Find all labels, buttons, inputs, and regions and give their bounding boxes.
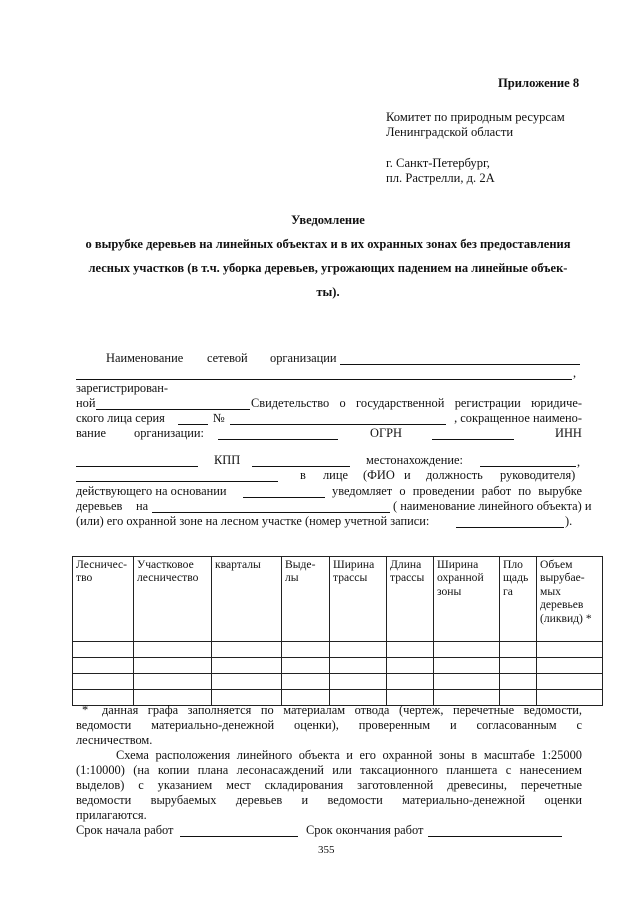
recipient-line-2: Ленинградской области	[386, 125, 514, 139]
label-person-e: должность	[426, 468, 483, 482]
footnote-asterisk: *	[82, 703, 89, 717]
table-cell[interactable]	[73, 674, 134, 690]
table-cell[interactable]	[282, 658, 330, 674]
label-short-a: вание	[76, 426, 106, 440]
label-location: местонахождение:	[366, 453, 463, 467]
table-row	[73, 658, 603, 674]
table-cell[interactable]	[212, 642, 282, 658]
felling-table	[72, 556, 603, 706]
label-set: сетевой	[207, 351, 248, 365]
col-header-volume: Объем вырубае-мых деревьев (ликвид) *	[537, 557, 603, 642]
ogrn-field[interactable]	[432, 439, 514, 440]
table-cell[interactable]	[537, 642, 603, 658]
scheme-line-4: ведомости вырубаемых деревьев и ведомости материально-денежной оценки	[76, 793, 582, 807]
title-line-2: о вырубке деревьев на линейных объектах и в их охранных зонах без предоставления	[85, 237, 571, 251]
label-start-date: Срок начала работ	[76, 823, 174, 837]
footnote-line-1: данная графа заполняется по материалам отвода (чертеж, перечетные ведомости,	[102, 703, 582, 717]
scheme-line-1: Схема расположения линейного объекта и его охранной зоны в масштабе 1:25000	[116, 748, 582, 762]
col-header-quarters: кварталы	[212, 557, 282, 642]
table-cell[interactable]	[330, 658, 387, 674]
record-number-field[interactable]	[456, 527, 564, 528]
table-cell[interactable]	[387, 658, 434, 674]
table-cell[interactable]	[537, 674, 603, 690]
label-basis: действующего на основании	[76, 484, 227, 498]
start-date-field[interactable]	[180, 836, 298, 837]
table-cell[interactable]	[212, 674, 282, 690]
col-header-route-length: Длина трассы	[387, 557, 434, 642]
cert-number-field[interactable]	[230, 424, 446, 425]
label-registered-2: ной	[76, 396, 96, 410]
page-number: 355	[318, 844, 335, 856]
title-line-1: Уведомление	[291, 213, 365, 227]
label-kpp: КПП	[214, 453, 241, 467]
comma-2: ,	[577, 455, 581, 469]
label-basis-b: уведомляет о проведении работ по вырубке	[332, 484, 582, 498]
label-person-f: руководителя)	[500, 468, 576, 482]
table-cell[interactable]	[387, 674, 434, 690]
table-cell[interactable]	[500, 674, 537, 690]
comma-1: ,	[573, 366, 577, 380]
table-cell[interactable]	[134, 658, 212, 674]
location-field-2[interactable]	[76, 481, 278, 482]
col-header-area: Пло щадь га	[500, 557, 537, 642]
footnote-line-2: ведомости материально-денежной оценки), проверенным и согласованным с	[76, 718, 582, 732]
location-field[interactable]	[480, 466, 576, 467]
short-name-field[interactable]	[218, 439, 338, 440]
table-cell[interactable]	[500, 642, 537, 658]
end-date-field[interactable]	[428, 836, 562, 837]
table-row	[73, 642, 603, 658]
label-cert-1: Свидетельство о государственной регистрации юридиче-	[251, 396, 582, 410]
label-zone-end: ).	[565, 514, 573, 528]
basis-field[interactable]	[243, 497, 325, 498]
table-row	[73, 674, 603, 690]
label-short-name: , сокращенное наимено-	[454, 411, 582, 425]
label-naim: Наименование	[106, 351, 184, 365]
table-cell[interactable]	[73, 658, 134, 674]
inn-field[interactable]	[76, 466, 198, 467]
linear-object-field[interactable]	[152, 512, 390, 513]
label-cert-series: ского лица серия	[76, 411, 165, 425]
org-name-field-2[interactable]	[76, 379, 572, 380]
label-person-d: и	[404, 468, 411, 482]
col-header-forestry: Лесничес-тво	[73, 557, 134, 642]
label-end-date: Срок окончания работ	[306, 823, 424, 837]
label-trees-c: ( наименование линейного объекта) и	[393, 499, 592, 513]
appendix-label: Приложение 8	[498, 76, 580, 90]
table-header-row	[73, 557, 603, 642]
col-header-district-forestry: Участковое лесничество	[134, 557, 212, 642]
col-header-route-width: Ширина трассы	[330, 557, 387, 642]
table-cell[interactable]	[387, 642, 434, 658]
registration-field[interactable]	[96, 409, 250, 410]
recipient-line-1: Комитет по природным ресурсам	[386, 110, 565, 124]
table-cell[interactable]	[434, 658, 500, 674]
recipient-city: г. Санкт-Петербург,	[386, 156, 490, 170]
title-line-3: лесных участков (в т.ч. уборка деревьев, угрожающих падением на линейные объек-	[88, 261, 568, 275]
recipient-address: пл. Растрелли, д. 2А	[386, 171, 495, 185]
label-cert-number: №	[213, 411, 225, 425]
label-short-b: организации:	[134, 426, 204, 440]
label-org: организации	[270, 351, 337, 365]
table-cell[interactable]	[73, 642, 134, 658]
footnote-line-3: лесничеством.	[76, 733, 153, 747]
table-cell[interactable]	[434, 642, 500, 658]
table-cell[interactable]	[330, 642, 387, 658]
label-trees-b: на	[136, 499, 149, 513]
label-person-b: лице	[323, 468, 348, 482]
org-name-field[interactable]	[340, 364, 580, 365]
label-ogrn: ОГРН	[370, 426, 402, 440]
cert-series-field[interactable]	[178, 424, 208, 425]
label-trees-a: деревьев	[76, 499, 123, 513]
table-cell[interactable]	[500, 658, 537, 674]
scheme-line-2: (1:10000) (на копии плана лесонасаждений или таксационного планшета с нанесением	[76, 763, 582, 777]
col-header-plots: Выде-лы	[282, 557, 330, 642]
table-cell[interactable]	[282, 674, 330, 690]
label-person-a: в	[300, 468, 306, 482]
label-inn: ИНН	[555, 426, 582, 440]
label-registered-1: зарегистрирован-	[76, 381, 169, 395]
table-cell[interactable]	[537, 658, 603, 674]
label-person-c: (ФИО	[363, 468, 395, 482]
title-line-4: ты).	[316, 285, 340, 299]
scheme-line-5: прилагаются.	[76, 808, 147, 822]
kpp-field[interactable]	[252, 466, 350, 467]
scheme-line-3: выделов) с указанием мест складирования заготовленной древесины, перечетные	[76, 778, 582, 792]
label-zone: (или) его охранной зоне на лесном участке (номер учетной записи:	[76, 514, 430, 528]
table-cell[interactable]	[434, 674, 500, 690]
table-cell[interactable]	[212, 658, 282, 674]
table-cell[interactable]	[330, 674, 387, 690]
table-cell[interactable]	[134, 642, 212, 658]
table-cell[interactable]	[282, 642, 330, 658]
col-header-zone-width: Ширина охранной зоны	[434, 557, 500, 642]
table-cell[interactable]	[134, 674, 212, 690]
